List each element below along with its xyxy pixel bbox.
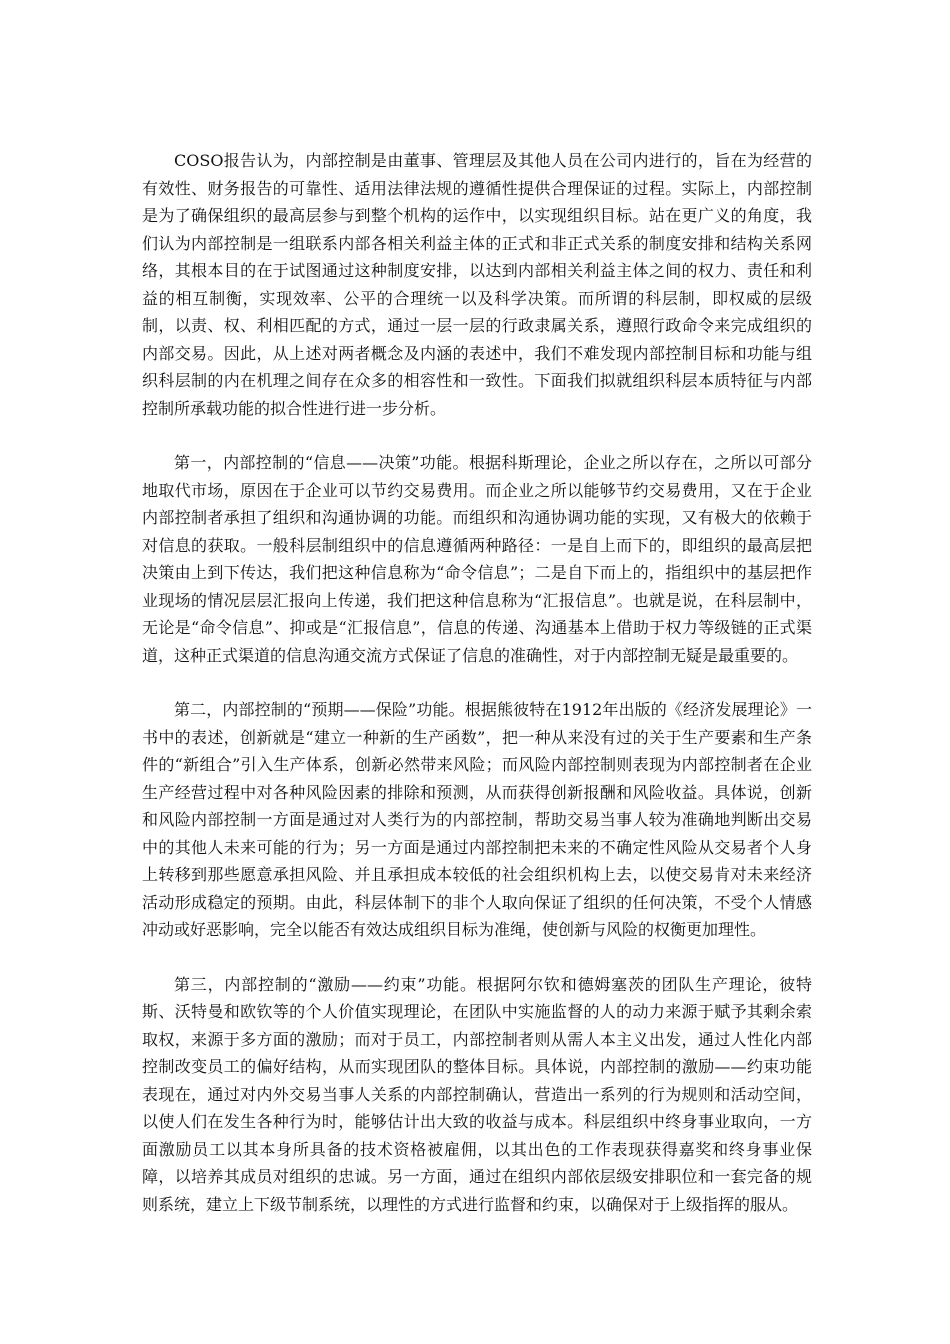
paragraph-information-decision: 第一，内部控制的“信息——决策”功能。根据科斯理论，企业之所以存在，之所以可部分地取代市场，原因在于企业可以节约交易费用。而企业之所以能够节约交易费用，又在于企业内部控制者承担了组织和沟通协调的功能。而组织和沟通协调功能的实现，又有极大的依赖于对信息的获取。一般科层制组织中的信息遵循两种路径：一是自上而下的，即组织的最高层把决策由上到下传达，我们把这种信息称为“命令信息”；二是自下而上的，指组织中的基层把作业现场的情况层层汇报向上传递，我们把这种信息称为“汇报信息”。也就是说，在科层制中，无论是“命令信息”、抑或是“汇报信息”，信息的传递、沟通基本上借助于权力等级链的正式渠道，这种正式渠道的信息沟通交流方式保证了信息的准确性，对于内部控制无疑是最重要的。 <box>142 453 812 665</box>
paragraph-coso-definition: COSO报告认为，内部控制是由董事、管理层及其他人员在公司内进行的，旨在为经营的有效性、财务报告的可靠性、适用法律法规的遵循性提供合理保证的过程。实际上，内部控制是为了确保组织的最高层参与到整个机构的运作中，以实现组织目标。站在更广义的角度，我们认为内部控制是一组联系内部各相关利益主体的正式和非正式关系的制度安排和结构关系网络，其根本目的在于试图通过这种制度安排，以达到内部相关利益主体之间的权力、责任和利益的相互制衡，实现效率、公平的合理统一以及科学决策。而所谓的科层制，即权威的层级制，以责、权、利相匹配的方式，通过一层一层的行政隶属关系，遵照行政命令来完成组织的内部交易。因此，从上述对两者概念及内涵的表述中，我们不难发现内部控制目标和功能与组织科层制的内在机理之间存在众多的相容性和一致性。下面我们拟就组织科层本质特征与内部控制所承载功能的拟合性进行进一步分析。 <box>142 151 812 418</box>
paragraph-expectation-insurance: 第二，内部控制的“预期——保险”功能。根据熊彼特在1912年出版的《经济发展理论》一书中的表述，创新就是“建立一种新的生产函数”，把一种从来没有过的关于生产要素和生产条件的“新组合”引入生产体系，创新必然带来风险；而风险内部控制则表现为内部控制者在企业生产经营过程中对各种风险因素的排除和预测，从而获得创新报酬和风险收益。具体说，创新和风险内部控制一方面是通过对人类行为的内部控制，帮助交易当事人较为准确地判断出交易中的其他人未来可能的行为；另一方面是通过内部控制把未来的不确定性风险从交易者个人身上转移到那些愿意承担风险、并且承担成本较低的社会组织机构上去，以使交易肯对未来经济活动形成稳定的预期。由此，科层体制下的非个人取向保证了组织的任何决策，不受个人情感冲动或好恶影响，完全以能否有效达成组织目标为准绳，使创新与风险的权衡更加理性。 <box>142 700 812 939</box>
paragraph-incentive-constraint: 第三，内部控制的“激励——约束”功能。根据阿尔钦和德姆塞茨的团队生产理论，彼特斯、沃特曼和欧钦等的个人价值实现理论，在团队中实施监督的人的动力来源于赋予其剩余索取权，来源于多方面的激励；而对于员工，内部控制者则从需人本主义出发，通过人性化内部控制改变员工的偏好结构，从而实现团队的整体目标。具体说，内部控制的激励——约束功能表现在，通过对内外交易当事人关系的内部控制确认，营造出一系列的行为规则和活动空间，以使人们在发生各种行为时，能够估计出大致的收益与成本。科层组织中终身事业取向，一方面激励员工以其本身所具备的技术资格被雇佣，以其出色的工作表现获得嘉奖和终身事业保障，以培养其成员对组织的忠诚。另一方面，通过在组织内部依层级安排职位和一套完备的规则系统，建立上下级节制系统，以理性的方式进行监督和约束，以确保对于上级指挥的服从。 <box>142 974 812 1214</box>
document-body <box>142 147 812 1218</box>
